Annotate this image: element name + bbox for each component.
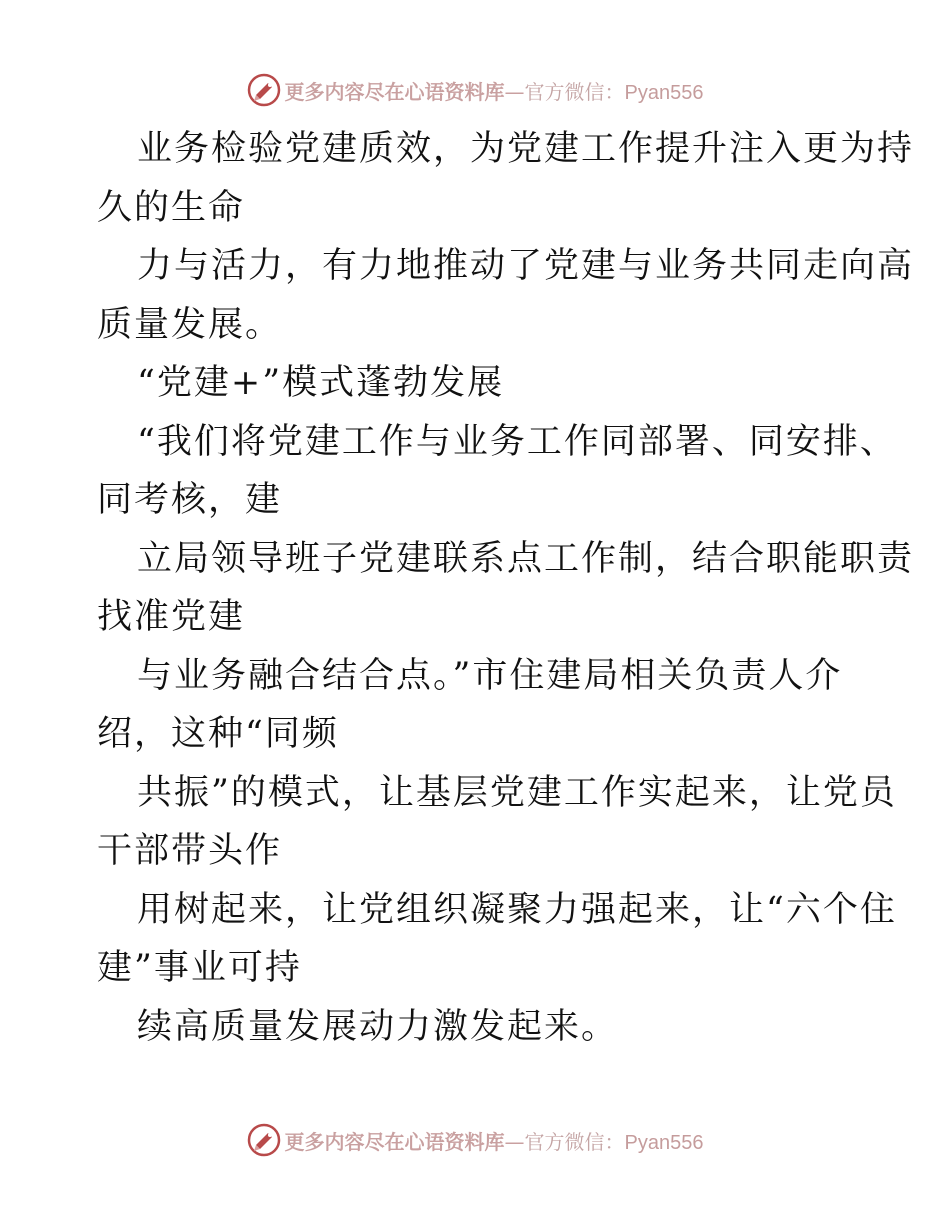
- text-line: 用树起来，让党组织凝聚力强起来，让“六个住: [137, 889, 897, 930]
- text-line: 共振”的模式，让基层党建工作实起来，让党员: [137, 772, 897, 813]
- watermark-brand: 更多内容尽在心语资料库: [284, 79, 505, 104]
- text-line: 质量发展。: [97, 304, 283, 345]
- text-line: 续高质量发展动力激发起来。: [137, 1006, 619, 1047]
- pen-logo-icon: [247, 73, 281, 107]
- text-line: 同考核，建: [97, 480, 283, 520]
- text-line: “党建+”模式蓬勃发展: [137, 363, 505, 403]
- watermark-wechat-id: Pyan556: [624, 81, 704, 104]
- header-watermark: [0, 68, 950, 112]
- watermark-text: [285, 1126, 704, 1155]
- text-line: 绍，这种“同频: [97, 714, 339, 754]
- document-body: [97, 120, 915, 1056]
- watermark-dash: —: [504, 1129, 525, 1154]
- footer-watermark: [0, 1118, 950, 1162]
- watermark-dash: —: [504, 79, 525, 104]
- text-line: 立局领导班子党建联系点工作制，结合职能职责: [137, 538, 915, 579]
- text-line: 干部带头作: [97, 831, 283, 871]
- text-line: 找准党建: [97, 597, 246, 637]
- watermark-wechat-id: Pyan556: [624, 1131, 704, 1154]
- text-line: 建”事业可持: [97, 948, 302, 988]
- watermark-wechat-label: 官方微信：: [524, 79, 625, 104]
- watermark-wechat-label: 官方微信：: [524, 1129, 625, 1154]
- watermark-brand: 更多内容尽在心语资料库: [284, 1129, 505, 1154]
- text-line: 久的生命: [97, 187, 246, 228]
- text-line: 力与活力，有力地推动了党建与业务共同走向高: [137, 246, 915, 286]
- text-line: 与业务融合结合点。”市住建局相关负责人介: [137, 655, 843, 696]
- watermark-text: [285, 76, 704, 105]
- pen-logo-icon: [247, 1123, 281, 1157]
- text-line: “我们将党建工作与业务工作同部署、同安排、: [137, 421, 897, 462]
- text-line: 业务检验党建质效，为党建工作提升注入更为持: [137, 129, 915, 169]
